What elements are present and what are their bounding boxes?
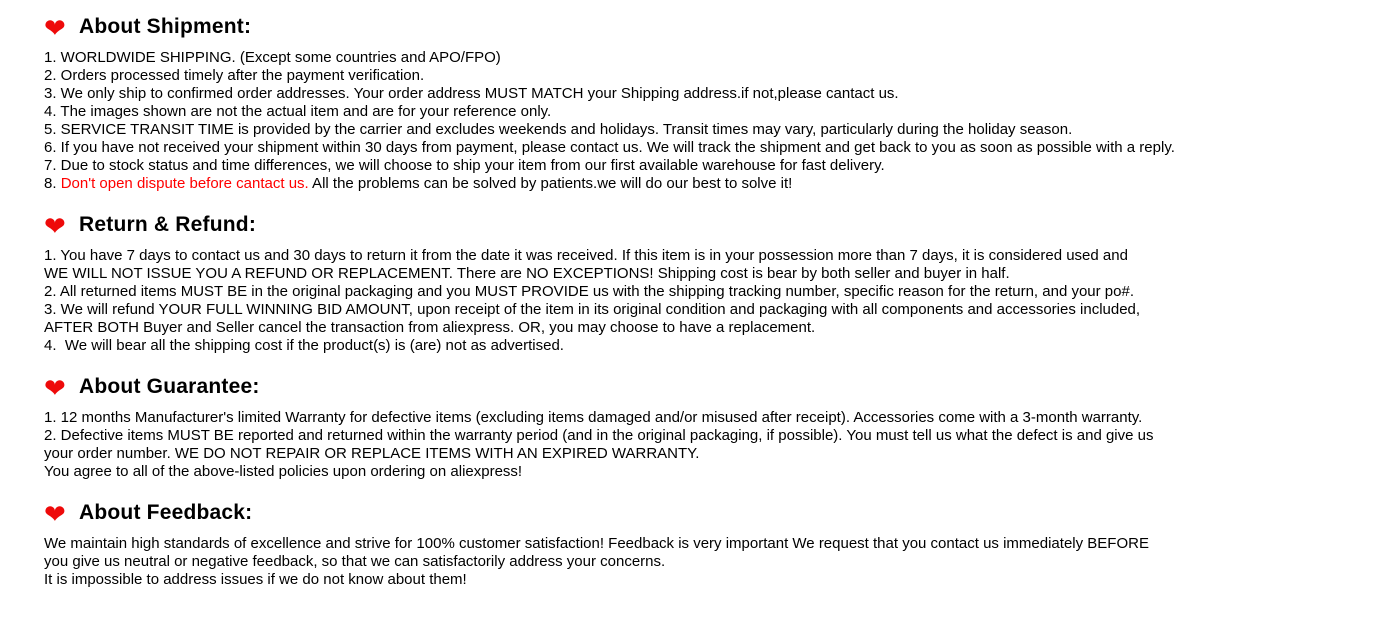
policy-line: 1. WORLDWIDE SHIPPING. (Except some countries and APO/FPO) bbox=[44, 49, 501, 66]
policy-line: WE WILL NOT ISSUE YOU A REFUND OR REPLACEMENT. There are NO EXCEPTIONS! Shipping cost is bear by both seller and buyer in half. bbox=[44, 265, 1010, 282]
policy-line: 3. We will refund YOUR FULL WINNING BID AMOUNT, upon receipt of the item in its original condition and packaging with all components and accessories included, bbox=[44, 301, 1141, 318]
section-body bbox=[44, 535, 1380, 589]
red-warning-text: Don't open dispute before cantact us. bbox=[60, 175, 309, 192]
section-heading bbox=[44, 372, 1380, 402]
section-return-refund bbox=[44, 210, 1380, 355]
policy-line: AFTER BOTH Buyer and Seller cancel the transaction from aliexpress. OR, you may choose to have a replacement. bbox=[44, 319, 816, 336]
policy-line: 7. Due to stock status and time differences, we will choose to ship your item from our first available warehouse for fast delivery. bbox=[44, 157, 885, 174]
section-about-guarantee bbox=[44, 372, 1380, 481]
line-rest: All the problems can be solved by patients.we will do our best to solve it! bbox=[308, 175, 793, 192]
heart-icon: ❤ bbox=[44, 13, 66, 43]
heart-icon: ❤ bbox=[44, 211, 66, 241]
policy-line: 4. We will bear all the shipping cost if the product(s) is (are) not as advertised. bbox=[44, 337, 564, 354]
policy-line: 2. Defective items MUST BE reported and returned within the warranty period (and in the original packaging, if possible). You must tell us what the defect is and give us bbox=[44, 427, 1154, 444]
policy-line: you give us neutral or negative feedback, so that we can satisfactorily address your concerns. bbox=[44, 553, 666, 570]
policy-line: We maintain high standards of excellence and strive for 100% customer satisfaction! Feedback is very important We request that you contact us immediately BEFORE bbox=[44, 535, 1149, 552]
section-body bbox=[44, 247, 1380, 355]
section-title: Return & Refund: bbox=[79, 213, 257, 236]
section-title: About Guarantee: bbox=[79, 375, 260, 398]
heart-icon: ❤ bbox=[44, 499, 66, 529]
section-title: About Shipment: bbox=[79, 15, 252, 38]
policy-line: It is impossible to address issues if we do not know about them! bbox=[44, 571, 467, 588]
section-body bbox=[44, 409, 1380, 481]
policy-line-dispute-warning bbox=[44, 175, 1380, 193]
section-body bbox=[44, 49, 1380, 193]
policy-line: 6. If you have not received your shipment within 30 days from payment, please contact us. We will track the shipment and get back to you as soon as possible with a reply. bbox=[44, 139, 1175, 156]
heart-icon: ❤ bbox=[44, 373, 66, 403]
policy-line: 2. Orders processed timely after the payment verification. bbox=[44, 67, 425, 84]
section-heading bbox=[44, 210, 1380, 240]
line-number: 8. bbox=[44, 175, 61, 192]
policy-line: 1. You have 7 days to contact us and 30 days to return it from the date it was received. If this item is in your possession more than 7 days, it is considered used and bbox=[44, 247, 1128, 264]
section-heading bbox=[44, 12, 1380, 42]
policy-line: 2. All returned items MUST BE in the original packaging and you MUST PROVIDE us with the shipping tracking number, specific reason for the return, and your po#. bbox=[44, 283, 1134, 300]
policy-line: your order number. WE DO NOT REPAIR OR REPLACE ITEMS WITH AN EXPIRED WARRANTY. bbox=[44, 445, 700, 462]
policy-line: 5. SERVICE TRANSIT TIME is provided by the carrier and excludes weekends and holidays. Transit times may vary, particularly during the holiday season. bbox=[44, 121, 1073, 138]
section-about-shipment bbox=[44, 12, 1380, 193]
section-about-feedback bbox=[44, 498, 1380, 589]
policy-line: 3. We only ship to confirmed order addresses. Your order address MUST MATCH your Shipping address.if not,please cantact us. bbox=[44, 85, 899, 102]
policy-line: You agree to all of the above-listed policies upon ordering on aliexpress! bbox=[44, 463, 523, 480]
section-title: About Feedback: bbox=[79, 501, 253, 524]
section-heading bbox=[44, 498, 1380, 528]
policy-line: 1. 12 months Manufacturer's limited Warranty for defective items (excluding items damaged and/or misused after receipt). Accessories come with a 3-month warranty. bbox=[44, 409, 1143, 426]
policy-line: 4. The images shown are not the actual item and are for your reference only. bbox=[44, 103, 552, 120]
